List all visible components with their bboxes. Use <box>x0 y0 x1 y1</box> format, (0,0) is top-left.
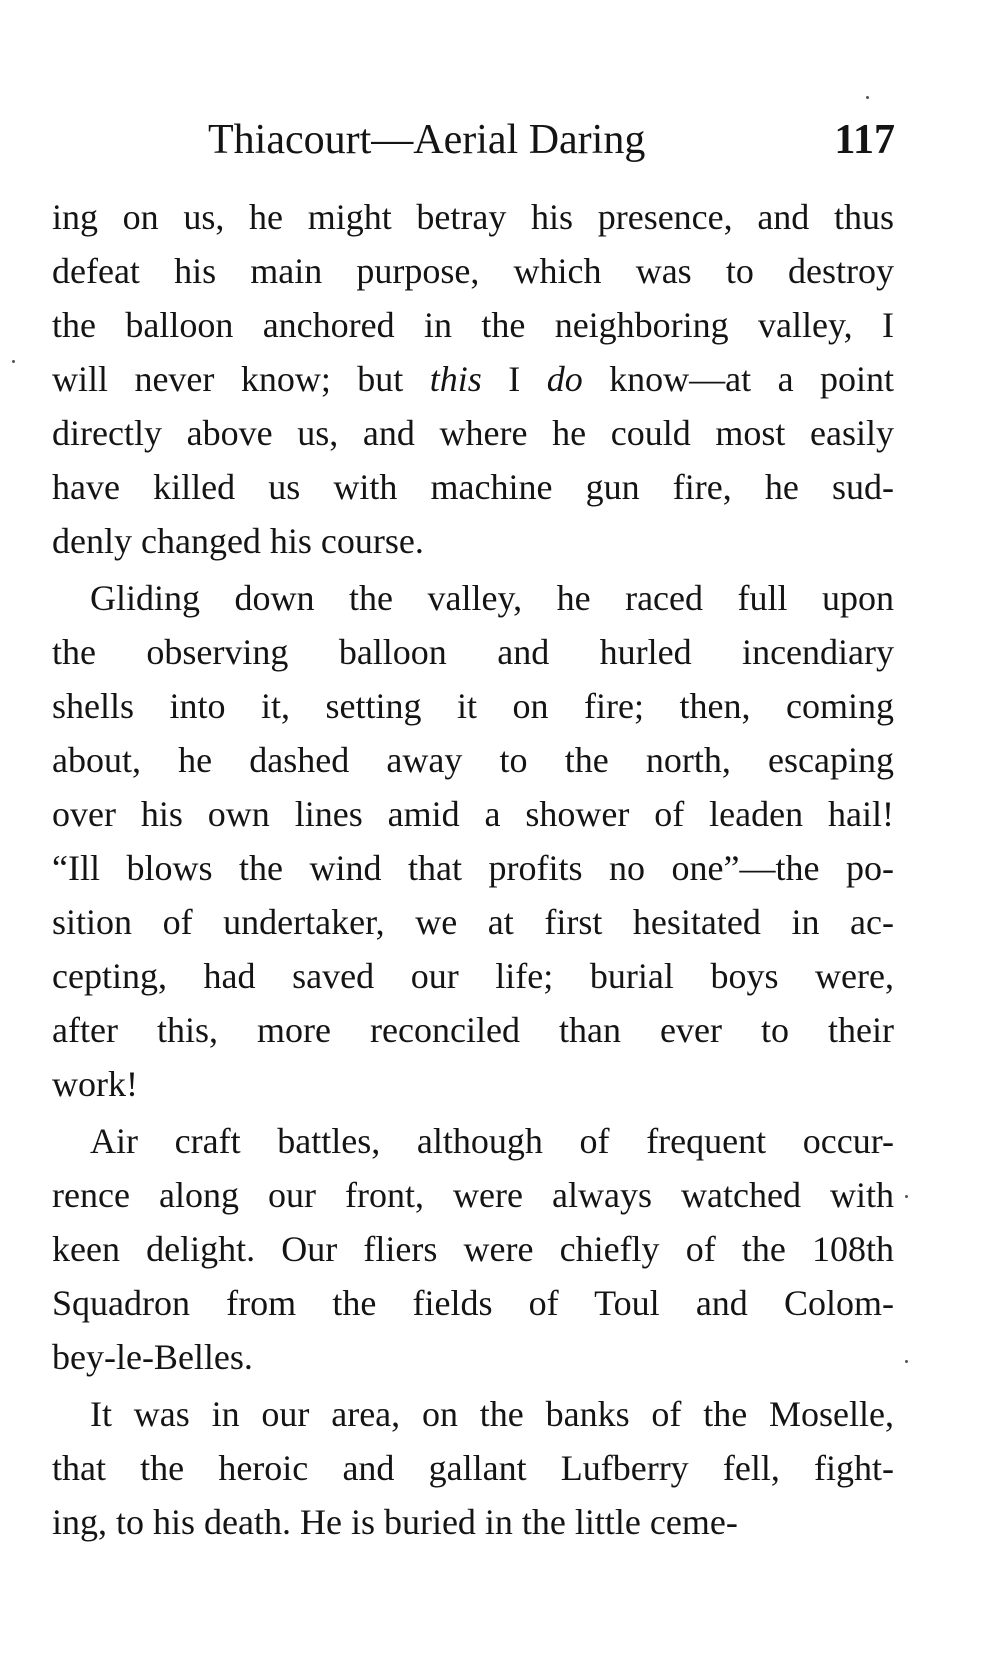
text-line: keen delight. Our fliers were chiefly of the 108th <box>52 1229 894 1269</box>
text-line: shells into it, setting it on fire; then, coming <box>52 686 894 726</box>
text-line: ing, to his death. He is buried in the little ceme- <box>52 1502 738 1542</box>
text-line: about, he dashed away to the north, escaping <box>52 740 894 780</box>
text-line: rence along our front, were always watched with <box>52 1175 894 1215</box>
text-line: sition of undertaker, we at first hesitated in ac- <box>52 902 894 942</box>
text-line: defeat his main purpose, which was to destroy <box>52 251 894 291</box>
text-line: the observing balloon and hurled incendiary <box>52 632 894 672</box>
emphasis: this <box>429 359 482 399</box>
text-line: Gliding down the valley, he raced full upon <box>90 578 894 618</box>
text-line: that the heroic and gallant Lufberry fell, fight- <box>52 1448 894 1488</box>
running-title: Thiacourt—Aerial Daring <box>208 117 646 163</box>
print-speck <box>866 96 869 99</box>
print-speck <box>905 1360 908 1363</box>
running-head <box>50 108 895 172</box>
text-line: the balloon anchored in the neighboring valley, I <box>52 305 894 345</box>
text-line: It was in our area, on the banks of the Moselle, <box>90 1394 894 1434</box>
text-line: over his own lines amid a shower of leaden hail! <box>52 794 894 834</box>
emphasis: do <box>546 359 583 399</box>
paragraph <box>52 190 894 568</box>
paragraph <box>52 1387 894 1549</box>
body-text <box>52 190 894 1549</box>
text-line: cepting, had saved our life; burial boys were, <box>52 956 894 996</box>
text-line: “Ill blows the wind that profits no one”—the po- <box>52 848 894 888</box>
text-line: after this, more reconciled than ever to their <box>52 1010 894 1050</box>
paragraph <box>52 1114 894 1384</box>
text-line: have killed us with machine gun fire, he sud- <box>52 467 894 507</box>
text-line: Air craft battles, although of frequent occur- <box>90 1121 894 1161</box>
paragraph <box>52 571 894 1111</box>
page-number: 117 <box>834 117 895 163</box>
text-line: denly changed his course. <box>52 521 424 561</box>
text-line: bey-le-Belles. <box>52 1337 253 1377</box>
text-line: ing on us, he might betray his presence, and thus <box>52 197 894 237</box>
print-speck <box>12 360 15 363</box>
text-line: Squadron from the fields of Toul and Colom- <box>52 1283 894 1323</box>
text-line: directly above us, and where he could most easily <box>52 413 894 453</box>
text-line: will never know; but this I do know—at a point <box>52 359 895 399</box>
print-speck <box>905 1195 908 1198</box>
text-line: work! <box>52 1064 138 1104</box>
